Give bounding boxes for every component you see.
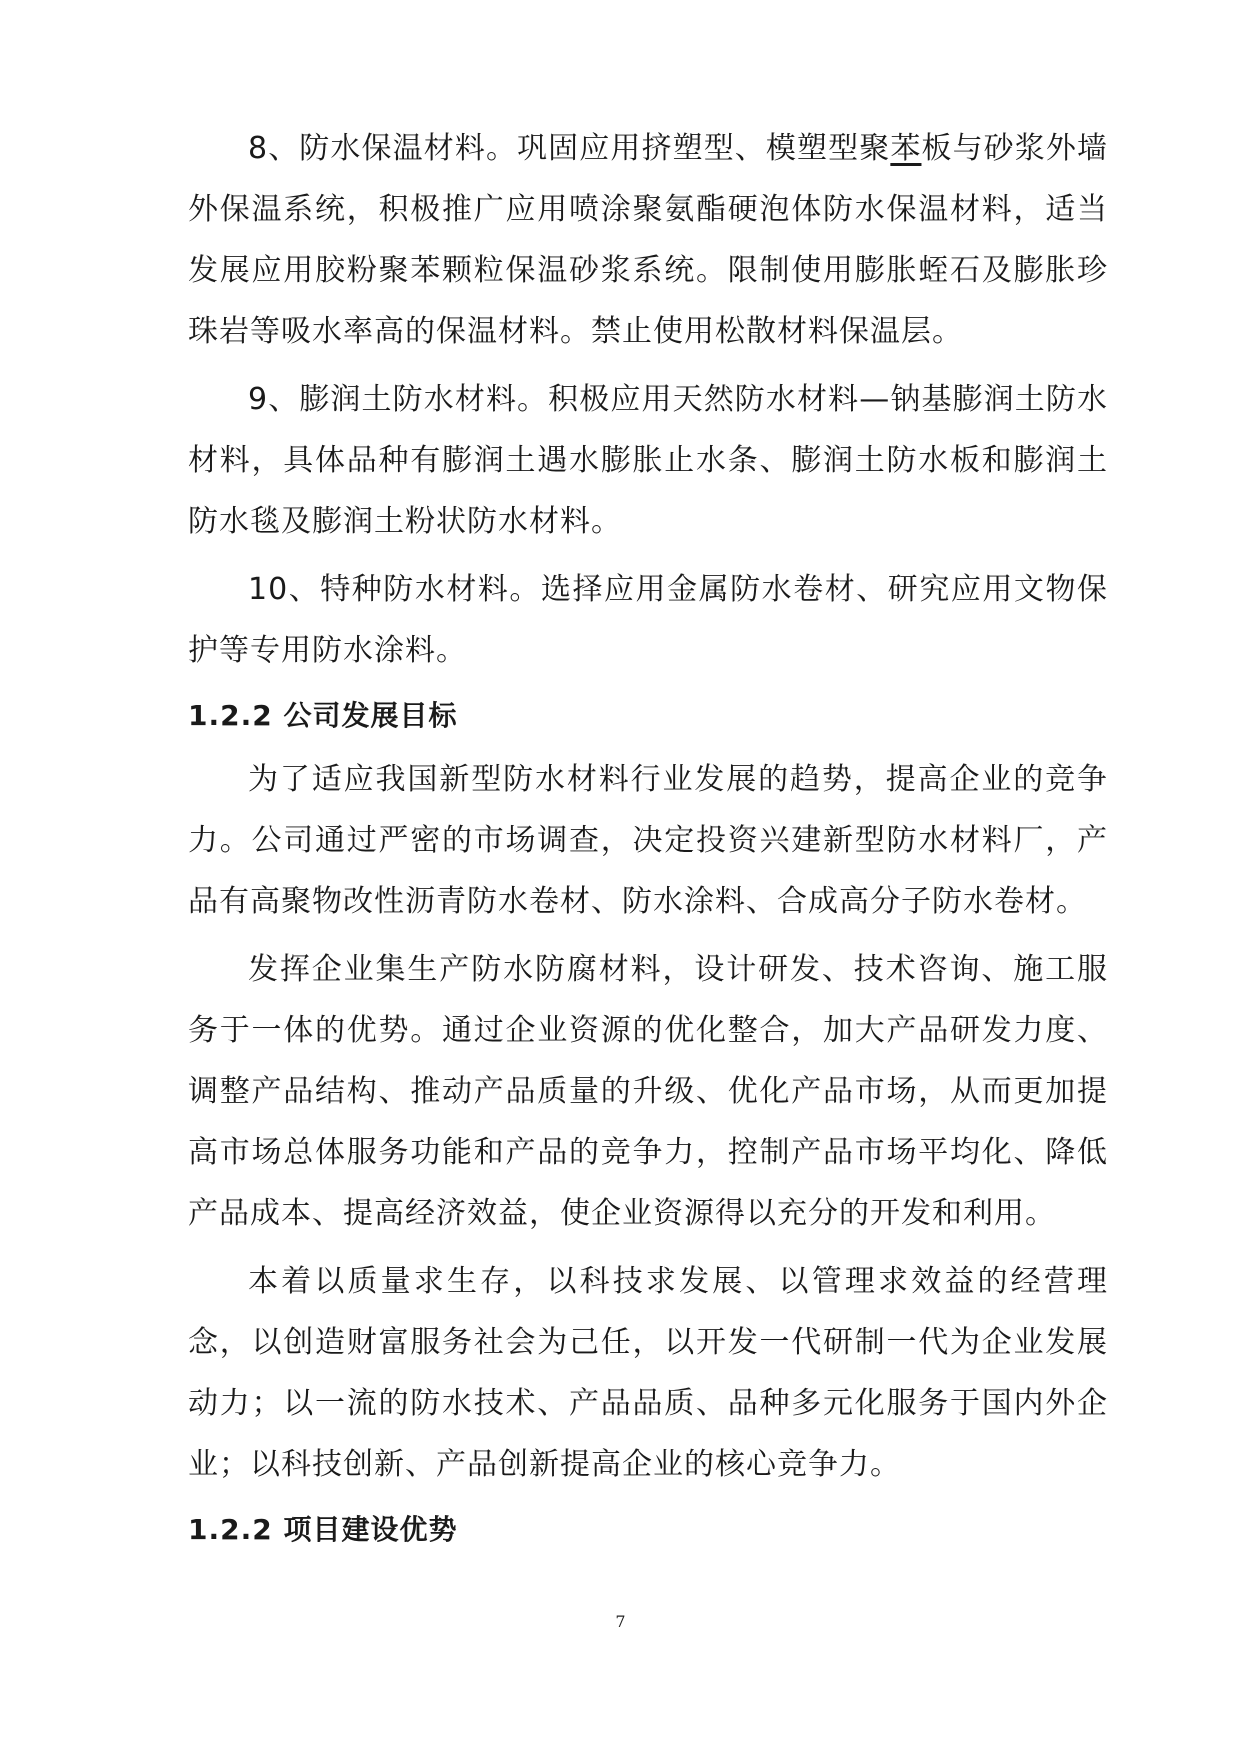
section-heading-project-advantages: 1.2.2 项目建设优势	[188, 1513, 458, 1546]
section-heading-company-goals: 1.2.2 公司发展目标	[188, 699, 458, 732]
paragraph-bentonite: 9、膨润土防水材料。积极应用天然防水材料—钠基膨润土防水材料，具体品种有膨润土遇水膨胀止水条、膨润土防水板和膨润土防水毯及膨润土粉状防水材料。	[188, 382, 1108, 539]
paragraph-waterproof-insulation	[188, 118, 1108, 362]
underlined-word: 苯	[890, 131, 922, 166]
page-content	[188, 118, 1108, 1559]
paragraph-special-materials: 10、特种防水材料。选择应用金属防水卷材、研究应用文物保护等专用防水涂料。	[188, 572, 1108, 668]
paragraph-goals-1: 为了适应我国新型防水材料行业发展的趋势，提高企业的竞争力。公司通过严密的市场调查，决定投资兴建新型防水材料厂，产品有高聚物改性沥青防水卷材、防水涂料、合成高分子防水卷材。	[188, 762, 1108, 919]
page-number: 7	[615, 1612, 626, 1631]
paragraph-text-start: 8、防水保温材料。巩固应用挤塑型、模塑型聚	[248, 131, 891, 166]
paragraph-text-end: 板与砂浆外墙外保温系统，积极推广应用喷涂聚氨酯硬泡体防水保温材料，适当发展应用胶粉聚苯颗粒保温砂浆系统。限制使用膨胀蛭石及膨胀珍珠岩等吸水率高的保温材料。禁止使用松散材料保温层。	[188, 131, 1109, 349]
paragraph-goals-3: 本着以质量求生存，以科技求发展、以管理求效益的经营理念，以创造财富服务社会为己任，以开发一代研制一代为企业发展动力；以一流的防水技术、产品品质、品种多元化服务于国内外企业；以科技创新、产品创新提高企业的核心竞争力。	[188, 1264, 1108, 1482]
paragraph-goals-2: 发挥企业集生产防水防腐材料，设计研发、技术咨询、施工服务于一体的优势。通过企业资源的优化整合，加大产品研发力度、调整产品结构、推动产品质量的升级、优化产品市场，从而更加提高市场总体服务功能和产品的竞争力，控制产品市场平均化、降低产品成本、提高经济效益，使企业资源得以充分的开发和利用。	[188, 952, 1108, 1231]
